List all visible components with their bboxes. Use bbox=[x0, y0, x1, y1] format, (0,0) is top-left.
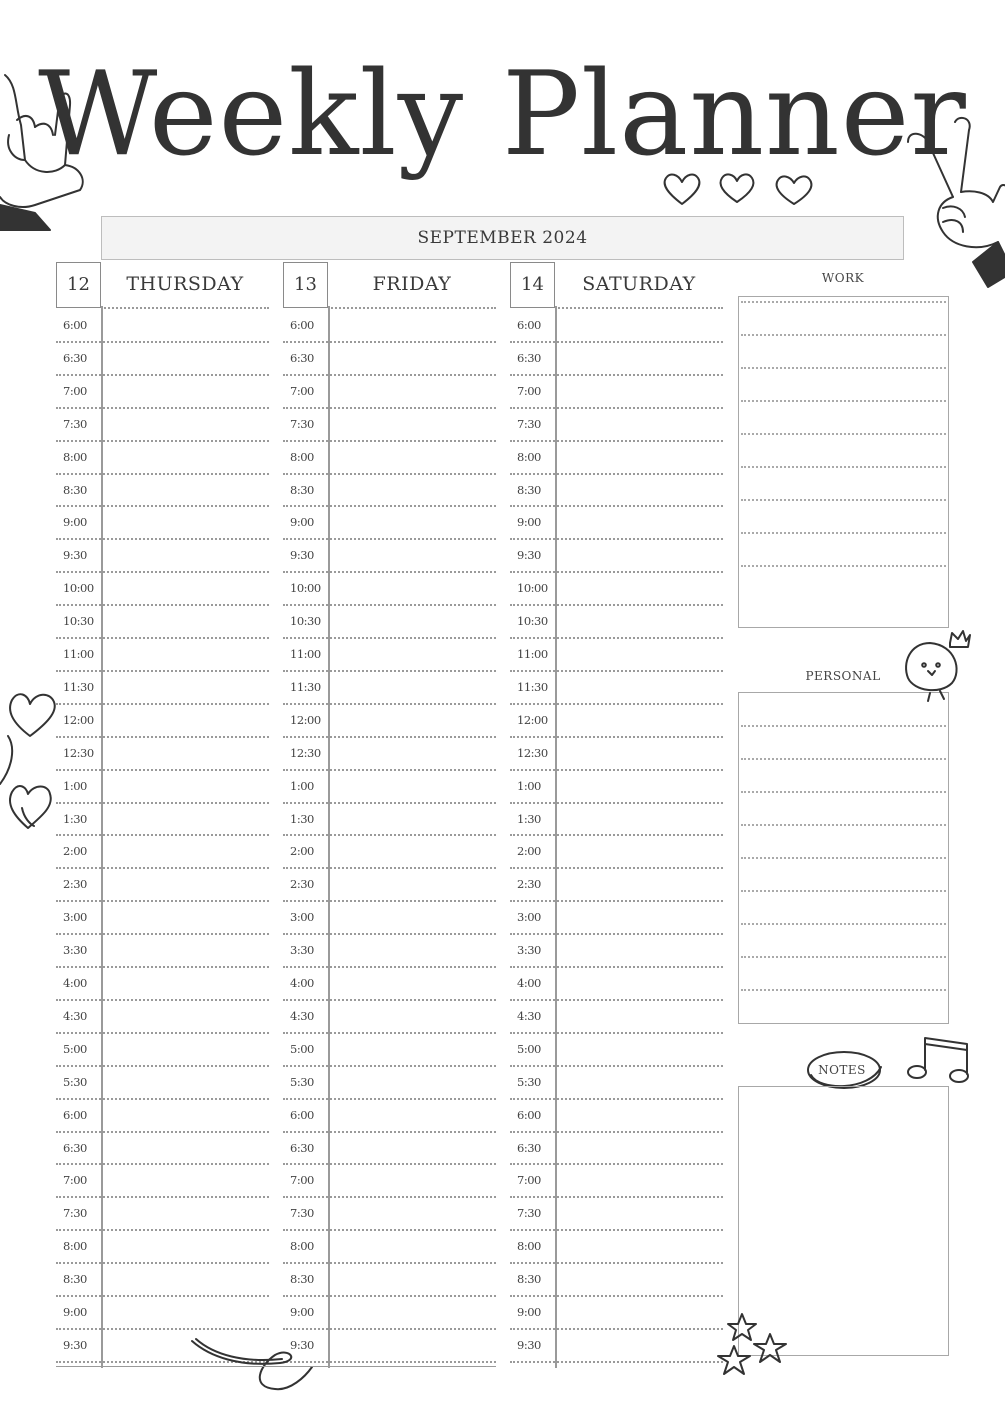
time-label: 1:30 bbox=[290, 811, 314, 826]
time-label: 9:30 bbox=[517, 548, 541, 563]
time-label: 11:30 bbox=[290, 679, 321, 694]
row-divider bbox=[101, 307, 269, 309]
time-slot-line[interactable] bbox=[56, 1131, 269, 1133]
work-box[interactable] bbox=[738, 296, 949, 628]
time-slot-line[interactable] bbox=[283, 604, 496, 606]
time-label: 11:00 bbox=[290, 647, 321, 661]
time-slot-line[interactable] bbox=[283, 999, 496, 1001]
time-label: 7:00 bbox=[517, 383, 541, 398]
time-label: 7:00 bbox=[517, 1173, 541, 1188]
time-slot-line[interactable] bbox=[510, 1361, 723, 1363]
writing-line[interactable] bbox=[741, 334, 946, 336]
day-column-saturday bbox=[510, 262, 737, 1367]
time-label: 6:30 bbox=[63, 350, 87, 365]
time-slot-line[interactable] bbox=[510, 933, 723, 935]
time-slot-line[interactable] bbox=[283, 637, 496, 639]
heart-icon bbox=[0, 688, 70, 838]
time-label: 1:30 bbox=[63, 811, 87, 826]
time-slot-line[interactable] bbox=[510, 1295, 723, 1297]
time-label: 8:30 bbox=[63, 1272, 87, 1287]
time-slot-line[interactable] bbox=[283, 1196, 496, 1198]
time-label: 7:30 bbox=[517, 1206, 541, 1221]
time-label: 3:00 bbox=[290, 910, 314, 925]
time-label: 10:30 bbox=[517, 614, 548, 629]
time-slot-line[interactable] bbox=[283, 1131, 496, 1133]
time-label: 6:30 bbox=[290, 1140, 314, 1155]
time-label: 2:00 bbox=[63, 844, 87, 859]
time-label: 10:30 bbox=[63, 614, 94, 629]
time-label: 7:00 bbox=[290, 383, 314, 398]
time-slot-line[interactable] bbox=[510, 1328, 723, 1330]
time-label: 6:00 bbox=[63, 318, 87, 332]
time-slot-line[interactable] bbox=[510, 1262, 723, 1264]
time-slot-line[interactable] bbox=[510, 1098, 723, 1100]
time-label: 2:30 bbox=[290, 877, 314, 892]
writing-line[interactable] bbox=[741, 824, 946, 826]
time-label: 7:30 bbox=[290, 1206, 314, 1221]
time-slot-line[interactable] bbox=[283, 505, 496, 507]
time-label: 10:30 bbox=[290, 614, 321, 629]
time-label: 9:00 bbox=[517, 1305, 541, 1319]
date-box: 12 bbox=[56, 262, 101, 308]
time-slot-line[interactable] bbox=[56, 933, 269, 935]
time-slot-line[interactable] bbox=[510, 374, 723, 376]
work-label: WORK bbox=[821, 271, 865, 285]
time-label: 8:30 bbox=[517, 1272, 541, 1287]
time-label: 12:30 bbox=[290, 745, 321, 760]
notes-label: NOTES bbox=[818, 1063, 866, 1077]
time-slot-line[interactable] bbox=[283, 834, 496, 836]
writing-line[interactable] bbox=[741, 923, 946, 925]
time-label: 11:00 bbox=[63, 647, 94, 661]
time-slot-line[interactable] bbox=[510, 1032, 723, 1034]
time-slot-line[interactable] bbox=[283, 1065, 496, 1067]
writing-line[interactable] bbox=[741, 758, 946, 760]
time-label: 12:00 bbox=[290, 712, 321, 727]
time-slot-line[interactable] bbox=[56, 571, 269, 573]
time-label: 5:00 bbox=[517, 1041, 541, 1056]
heart-icon bbox=[660, 170, 820, 210]
time-label: 1:00 bbox=[290, 778, 314, 793]
time-label: 3:30 bbox=[63, 943, 87, 958]
time-label: 12:30 bbox=[63, 745, 94, 760]
time-label: 4:30 bbox=[290, 1008, 314, 1023]
time-label: 12:00 bbox=[63, 712, 94, 727]
time-slot-line[interactable] bbox=[283, 407, 496, 409]
time-slot-line[interactable] bbox=[510, 736, 723, 738]
column-divider bbox=[555, 306, 557, 1368]
time-slot-line[interactable] bbox=[56, 999, 269, 1001]
time-label: 12:00 bbox=[517, 712, 548, 727]
time-slot-line[interactable] bbox=[510, 670, 723, 672]
time-slot-line[interactable] bbox=[56, 834, 269, 836]
time-label: 8:30 bbox=[290, 482, 314, 497]
time-slot-line[interactable] bbox=[56, 1032, 269, 1034]
personal-label: PERSONAL bbox=[805, 669, 881, 683]
time-label: 7:00 bbox=[290, 1173, 314, 1188]
writing-line[interactable] bbox=[741, 791, 946, 793]
time-slot-line[interactable] bbox=[283, 670, 496, 672]
time-label: 11:30 bbox=[517, 679, 548, 694]
time-label: 3:30 bbox=[290, 943, 314, 958]
time-slot-line[interactable] bbox=[56, 867, 269, 869]
writing-line[interactable] bbox=[741, 956, 946, 958]
swirl-icon bbox=[190, 1337, 320, 1397]
time-slot-line[interactable] bbox=[56, 900, 269, 902]
time-slot-line[interactable] bbox=[56, 1229, 269, 1231]
time-slot-line[interactable] bbox=[510, 637, 723, 639]
time-slot-line[interactable] bbox=[283, 571, 496, 573]
time-label: 3:00 bbox=[63, 910, 87, 925]
writing-line[interactable] bbox=[741, 857, 946, 859]
time-slot-line[interactable] bbox=[56, 341, 269, 343]
writing-line[interactable] bbox=[741, 565, 946, 567]
time-label: 8:00 bbox=[63, 1239, 87, 1254]
date-box: 13 bbox=[283, 262, 328, 308]
writing-line[interactable] bbox=[741, 890, 946, 892]
writing-line[interactable] bbox=[741, 532, 946, 534]
time-slot-line[interactable] bbox=[510, 1196, 723, 1198]
time-slot-line[interactable] bbox=[283, 374, 496, 376]
time-slot-line[interactable] bbox=[283, 538, 496, 540]
time-label: 9:30 bbox=[517, 1337, 541, 1352]
time-label: 7:30 bbox=[63, 1206, 87, 1221]
time-label: 6:00 bbox=[290, 318, 314, 332]
time-slot-line[interactable] bbox=[283, 703, 496, 705]
time-slot-line[interactable] bbox=[56, 1163, 269, 1165]
time-label: 9:00 bbox=[63, 1305, 87, 1319]
time-label: 11:00 bbox=[517, 647, 548, 661]
time-label: 6:30 bbox=[517, 1140, 541, 1155]
time-slot-line[interactable] bbox=[510, 703, 723, 705]
music-note-icon bbox=[905, 1030, 975, 1090]
time-slot-line[interactable] bbox=[510, 440, 723, 442]
time-slot-line[interactable] bbox=[56, 473, 269, 475]
time-label: 2:00 bbox=[517, 844, 541, 859]
time-slot-line[interactable] bbox=[56, 1328, 269, 1330]
day-name: FRIDAY bbox=[372, 273, 452, 295]
time-slot-line[interactable] bbox=[56, 802, 269, 804]
time-label: 9:30 bbox=[290, 1337, 314, 1352]
time-slot-line[interactable] bbox=[56, 637, 269, 639]
time-label: 6:30 bbox=[290, 350, 314, 365]
time-slot-line[interactable] bbox=[56, 703, 269, 705]
time-label: 5:00 bbox=[63, 1041, 87, 1056]
time-slot-line[interactable] bbox=[510, 802, 723, 804]
time-slot-line[interactable] bbox=[510, 769, 723, 771]
peace-hand-icon bbox=[903, 112, 1005, 292]
time-label: 1:00 bbox=[517, 778, 541, 793]
time-slot-line[interactable] bbox=[283, 966, 496, 968]
time-label: 2:30 bbox=[63, 877, 87, 892]
time-slot-line[interactable] bbox=[283, 736, 496, 738]
time-slot-line[interactable] bbox=[283, 1262, 496, 1264]
time-slot-line[interactable] bbox=[56, 374, 269, 376]
day-name: SATURDAY bbox=[582, 273, 696, 295]
time-label: 9:00 bbox=[517, 515, 541, 530]
time-slot-line[interactable] bbox=[283, 1295, 496, 1297]
writing-line[interactable] bbox=[741, 466, 946, 468]
time-slot-line[interactable] bbox=[510, 900, 723, 902]
time-label: 10:00 bbox=[63, 581, 94, 596]
time-label: 7:00 bbox=[63, 383, 87, 398]
time-label: 8:30 bbox=[517, 482, 541, 497]
time-label: 8:00 bbox=[290, 1239, 314, 1254]
time-slot-line[interactable] bbox=[283, 1328, 496, 1330]
time-label: 8:00 bbox=[517, 449, 541, 464]
time-label: 7:30 bbox=[290, 416, 314, 431]
page-title: Weekly Planner bbox=[38, 47, 967, 182]
writing-line[interactable] bbox=[741, 989, 946, 991]
writing-line[interactable] bbox=[741, 725, 946, 727]
time-label: 8:00 bbox=[63, 449, 87, 464]
time-label: 9:00 bbox=[63, 515, 87, 530]
time-label: 7:30 bbox=[517, 416, 541, 431]
star-icon bbox=[712, 1312, 792, 1382]
time-slot-line[interactable] bbox=[283, 1229, 496, 1231]
time-label: 9:30 bbox=[63, 548, 87, 563]
writing-line[interactable] bbox=[741, 433, 946, 435]
row-divider bbox=[555, 307, 723, 309]
time-label: 4:00 bbox=[63, 976, 87, 990]
time-slot-line[interactable] bbox=[283, 473, 496, 475]
time-slot-line[interactable] bbox=[56, 538, 269, 540]
time-label: 1:30 bbox=[517, 811, 541, 826]
time-slot-line[interactable] bbox=[56, 505, 269, 507]
time-slot-line[interactable] bbox=[283, 867, 496, 869]
time-slot-line[interactable] bbox=[510, 505, 723, 507]
time-label: 7:30 bbox=[63, 416, 87, 431]
time-slot-line[interactable] bbox=[283, 1032, 496, 1034]
time-slot-line[interactable] bbox=[56, 966, 269, 968]
time-slot-line[interactable] bbox=[510, 1229, 723, 1231]
time-slot-line[interactable] bbox=[283, 900, 496, 902]
time-slot-line[interactable] bbox=[283, 440, 496, 442]
month-banner: SEPTEMBER 2024 bbox=[101, 216, 904, 260]
writing-line[interactable] bbox=[741, 400, 946, 402]
time-label: 5:30 bbox=[290, 1074, 314, 1089]
time-slot-line[interactable] bbox=[56, 769, 269, 771]
time-label: 9:30 bbox=[63, 1337, 87, 1352]
time-slot-line[interactable] bbox=[510, 966, 723, 968]
time-label: 10:00 bbox=[290, 581, 321, 596]
rock-hand-icon bbox=[0, 65, 90, 235]
time-label: 4:30 bbox=[517, 1008, 541, 1023]
time-slot-line[interactable] bbox=[56, 1098, 269, 1100]
time-label: 3:00 bbox=[517, 910, 541, 925]
time-slot-line[interactable] bbox=[56, 1065, 269, 1067]
chick-icon bbox=[900, 623, 975, 703]
time-slot-line[interactable] bbox=[510, 1065, 723, 1067]
writing-line[interactable] bbox=[741, 367, 946, 369]
time-slot-line[interactable] bbox=[56, 440, 269, 442]
writing-line[interactable] bbox=[741, 301, 946, 303]
time-label: 8:30 bbox=[290, 1272, 314, 1287]
time-label: 5:30 bbox=[63, 1074, 87, 1089]
time-slot-line[interactable] bbox=[56, 670, 269, 672]
time-slot-line[interactable] bbox=[510, 999, 723, 1001]
day-name: THURSDAY bbox=[126, 273, 244, 295]
time-label: 6:00 bbox=[517, 1107, 541, 1122]
time-label: 6:30 bbox=[63, 1140, 87, 1155]
time-slot-line[interactable] bbox=[510, 341, 723, 343]
time-slot-line[interactable] bbox=[510, 571, 723, 573]
column-divider bbox=[328, 306, 330, 1368]
time-label: 6:00 bbox=[290, 1107, 314, 1122]
time-slot-line[interactable] bbox=[283, 341, 496, 343]
time-label: 1:00 bbox=[63, 778, 87, 793]
bottom-rule bbox=[56, 1366, 496, 1367]
time-slot-line[interactable] bbox=[56, 1262, 269, 1264]
time-label: 4:00 bbox=[290, 976, 314, 990]
time-label: 4:00 bbox=[517, 976, 541, 990]
time-label: 9:00 bbox=[290, 1305, 314, 1319]
time-label: 8:00 bbox=[290, 449, 314, 464]
time-slot-line[interactable] bbox=[283, 1163, 496, 1165]
time-label: 5:30 bbox=[517, 1074, 541, 1089]
time-slot-line[interactable] bbox=[56, 1295, 269, 1297]
time-slot-line[interactable] bbox=[283, 769, 496, 771]
date-box: 14 bbox=[510, 262, 555, 308]
time-slot-line[interactable] bbox=[510, 1163, 723, 1165]
time-label: 11:30 bbox=[63, 679, 94, 694]
time-label: 6:30 bbox=[517, 350, 541, 365]
time-slot-line[interactable] bbox=[56, 736, 269, 738]
time-label: 2:30 bbox=[517, 877, 541, 892]
time-label: 4:30 bbox=[63, 1008, 87, 1023]
time-slot-line[interactable] bbox=[56, 1196, 269, 1198]
time-slot-line[interactable] bbox=[283, 802, 496, 804]
time-slot-line[interactable] bbox=[510, 407, 723, 409]
time-label: 9:30 bbox=[290, 548, 314, 563]
time-slot-line[interactable] bbox=[510, 867, 723, 869]
time-slot-line[interactable] bbox=[510, 834, 723, 836]
time-slot-line[interactable] bbox=[510, 473, 723, 475]
time-slot-line[interactable] bbox=[56, 407, 269, 409]
time-slot-line[interactable] bbox=[510, 1131, 723, 1133]
time-slot-line[interactable] bbox=[283, 933, 496, 935]
column-divider bbox=[101, 306, 103, 1368]
time-label: 8:00 bbox=[517, 1239, 541, 1254]
time-label: 7:00 bbox=[63, 1173, 87, 1188]
time-slot-line[interactable] bbox=[283, 1098, 496, 1100]
day-column-thursday bbox=[56, 262, 283, 1367]
time-label: 6:00 bbox=[517, 318, 541, 332]
time-label: 5:00 bbox=[290, 1041, 314, 1056]
day-column-friday bbox=[283, 262, 510, 1367]
time-label: 6:00 bbox=[63, 1107, 87, 1122]
time-slot-line[interactable] bbox=[56, 604, 269, 606]
row-divider bbox=[328, 307, 496, 309]
personal-box[interactable] bbox=[738, 692, 949, 1024]
time-label: 9:00 bbox=[290, 515, 314, 530]
writing-line[interactable] bbox=[741, 499, 946, 501]
time-label: 2:00 bbox=[290, 844, 314, 859]
time-label: 12:30 bbox=[517, 745, 548, 760]
time-label: 10:00 bbox=[517, 581, 548, 596]
time-slot-line[interactable] bbox=[510, 538, 723, 540]
time-slot-line[interactable] bbox=[510, 604, 723, 606]
time-label: 3:30 bbox=[517, 943, 541, 958]
time-label: 8:30 bbox=[63, 482, 87, 497]
